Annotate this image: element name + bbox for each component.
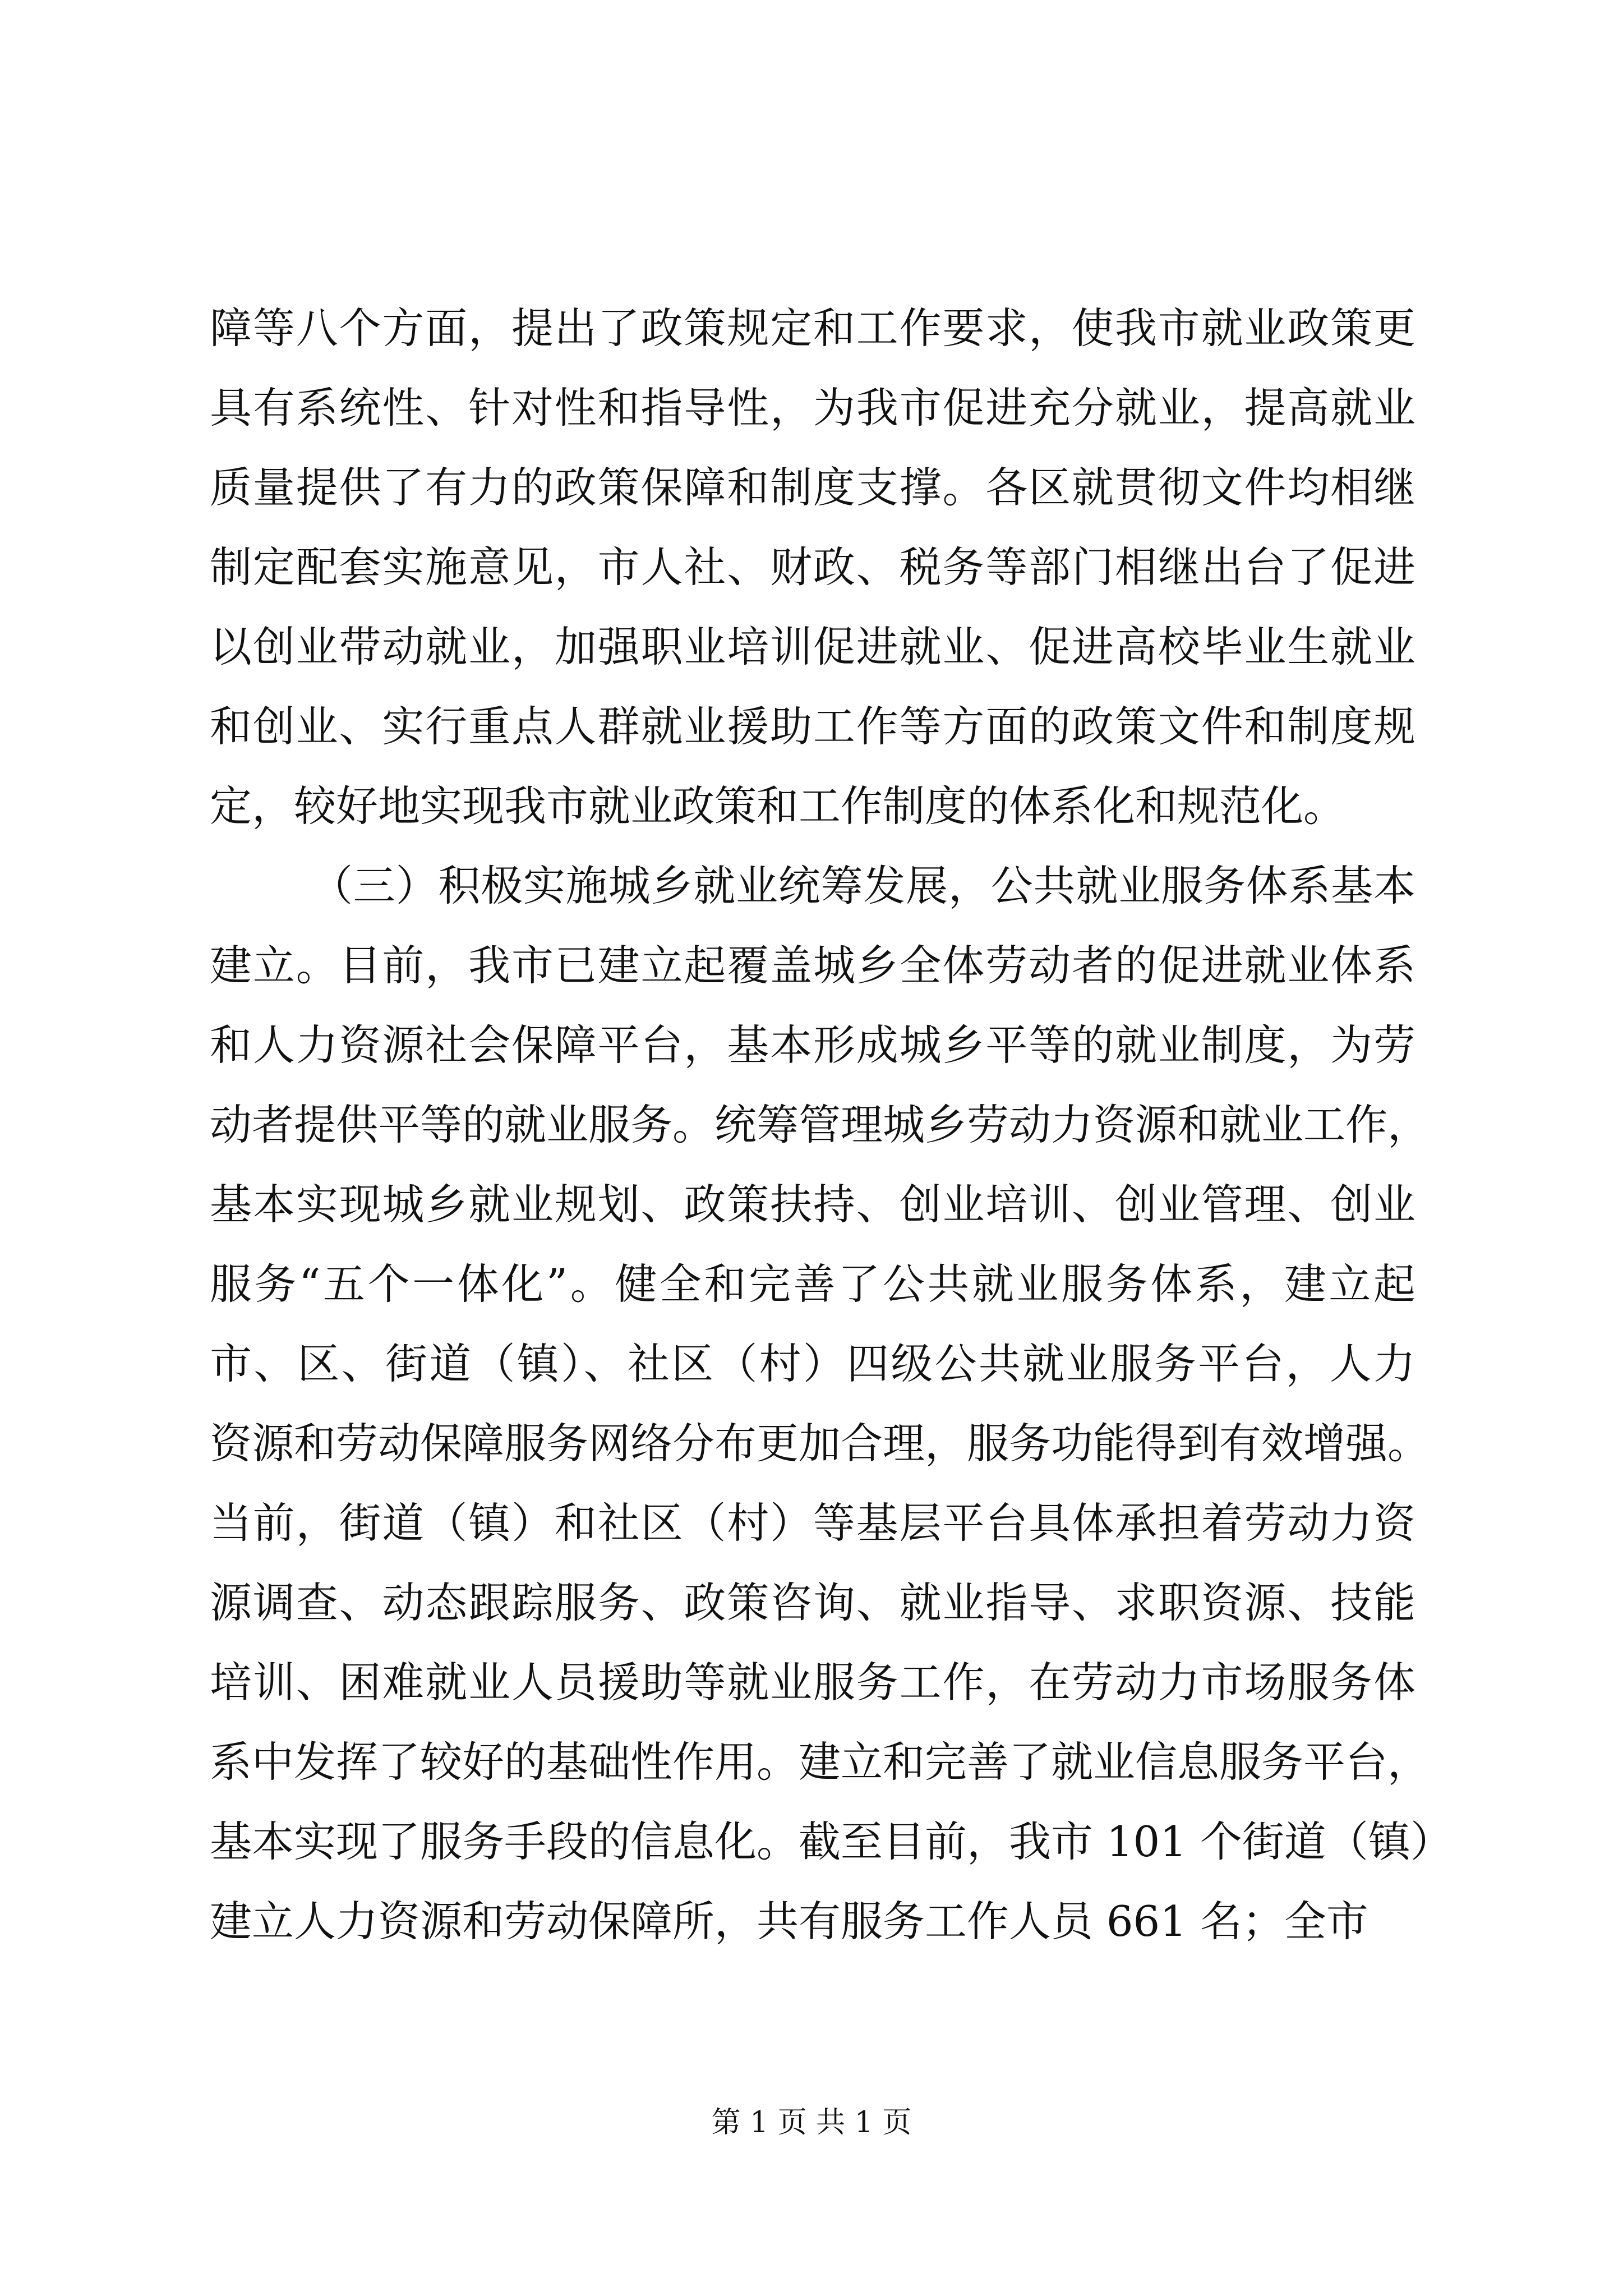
text-line: 和人力资源社会保障平台，基本形成城乡平等的就业制度，为劳 bbox=[210, 1020, 1415, 1070]
text-line: 和创业、实行重点人群就业援助工作等方面的政策文件和制度规 bbox=[210, 702, 1415, 751]
section-heading-line: （三）积极实施城乡就业统筹发展，公共就业服务体系基本 bbox=[311, 861, 1415, 910]
text-line: 建立人力资源和劳动保障所，共有服务工作人员 661 名；全市 bbox=[210, 1897, 1368, 1946]
text-line: 质量提供了有力的政策保障和制度支撑。各区就贯彻文件均相继 bbox=[210, 463, 1415, 512]
text-line: 当前，街道（镇）和社区（村）等基层平台具体承担着劳动力资 bbox=[210, 1498, 1415, 1548]
text-line: 源调查、动态跟踪服务、政策咨询、就业指导、求职资源、技能 bbox=[210, 1578, 1415, 1627]
text-line: 市、区、街道（镇）、社区（村）四级公共就业服务平台，人力 bbox=[210, 1339, 1415, 1388]
text-line: 系中发挥了较好的基础性作用。建立和完善了就业信息服务平台， bbox=[210, 1737, 1430, 1787]
text-line: 制定配套实施意见，市人社、财政、税务等部门相继出台了促进 bbox=[210, 542, 1415, 592]
text-line: 基本实现城乡就业规划、政策扶持、创业培训、创业管理、创业 bbox=[210, 1180, 1415, 1229]
text-line: 培训、困难就业人员援助等就业服务工作，在劳动力市场服务体 bbox=[210, 1658, 1415, 1707]
page-number-footer: 第 1 页 共 1 页 bbox=[711, 2106, 912, 2139]
text-line: 基本实现了服务手段的信息化。截至目前，我市 101 个街道（镇） bbox=[210, 1817, 1453, 1866]
text-line: 障等八个方面，提出了政策规定和工作要求，使我市就业政策更 bbox=[210, 303, 1415, 353]
text-line: 服务“五个一体化”。健全和完善了公共就业服务体系，建立起 bbox=[210, 1259, 1415, 1309]
text-line: 建立。目前，我市已建立起覆盖城乡全体劳动者的促进就业体系 bbox=[210, 941, 1415, 990]
text-line: 动者提供平等的就业服务。统筹管理城乡劳动力资源和就业工作， bbox=[210, 1100, 1430, 1149]
text-line: 以创业带动就业，加强职业培训促进就业、促进高校毕业生就业 bbox=[210, 622, 1415, 671]
text-line: 具有系统性、针对性和指导性，为我市促进充分就业，提高就业 bbox=[210, 383, 1415, 432]
text-line: 资源和劳动保障服务网络分布更加合理，服务功能得到有效增强。 bbox=[210, 1419, 1430, 1468]
text-line: 定，较好地实现我市就业政策和工作制度的体系化和规范化。 bbox=[210, 781, 1346, 831]
